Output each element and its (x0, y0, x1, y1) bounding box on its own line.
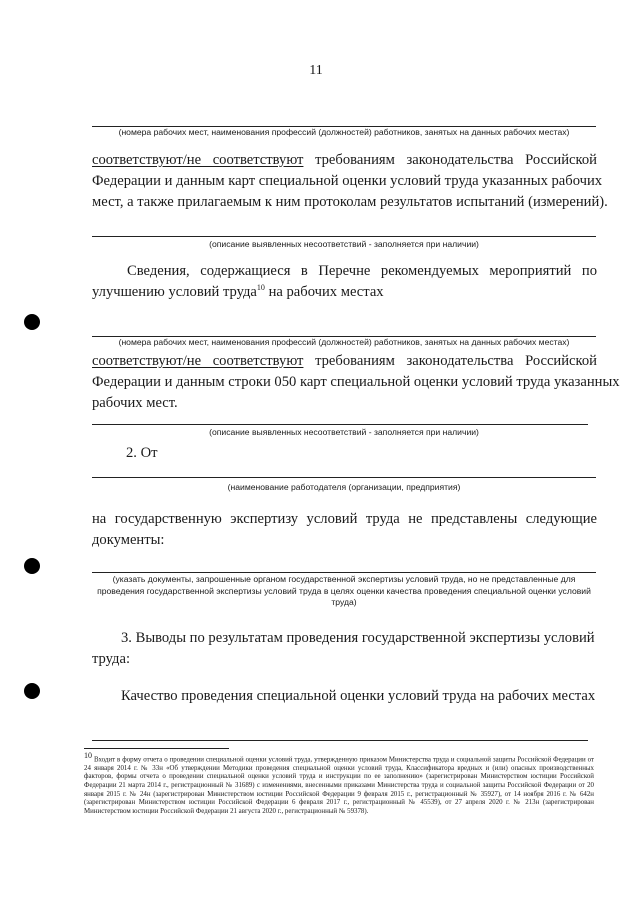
footnote-separator (84, 748, 229, 749)
footnote-ref: 10 (256, 283, 265, 293)
quality-statement: Качество проведения специальной оценки условий труда на рабочих местах (121, 688, 596, 704)
caption-workplaces-2: (номера рабочих мест, наименования профессий (должностей) работников, занятых на данных рабочих местах) (118, 337, 570, 347)
paragraph-missing-documents: на государственную экспертизу условий труда не представлены следующие документы: (92, 511, 597, 548)
fill-line-nonconformity-1 (92, 236, 596, 237)
caption-nonconformity-1: (описание выявленных несоответствий - заполняется при наличии) (209, 239, 479, 249)
fill-line-employer (92, 477, 596, 478)
punch-hole-dot (24, 558, 40, 574)
page-number: 11 (309, 63, 323, 78)
paragraph-measures: Сведения, содержащиеся в Перечне рекомендуемых мероприятий по улучшению условий труда$^{10}$ на рабочих местах (92, 263, 597, 300)
paragraph-conformity-1: соответствуют/не соответствуют требованиям законодательства Российской Федерации и данным карт специальной оценки условий труда указанных рабочих мест, а также прилагаемым к ним протоколам результатов испытаний (измерений). (92, 152, 608, 210)
paragraph-conformity-2: соответствуют/не соответствуют требованиям законодательства Российской Федерации и данным строки 050 карт специальной оценки условий труда указанных рабочих мест. (92, 353, 620, 411)
footnote (84, 751, 594, 816)
caption-workplaces-1: (номера рабочих мест, наименования профессий (должностей) работников, занятых на данных рабочих местах) (118, 127, 570, 137)
caption-nonconformity-2: (описание выявленных несоответствий - заполняется при наличии) (209, 427, 479, 437)
section-2-label: 2. От (126, 445, 158, 461)
footnote-text: Входит в форму отчета о проведении специальной оценки условий труда, утвержденную приказом Министерства труда и социальной защиты Российской Федерации от 24 января 2014 г. № 33н «Об утверждении Методики проведения специальной оценки условий труда, Классификатора вредных и (или) опасных производственных факторов, формы отчета о проведении специальной оценки условий труда и инструкции по ее заполнению» (зарегистрирован Министерством юстиции Российской Федерации 21 марта 2014 г., регистрационный № 31689) с изменениями, внесенными приказами Министерства труда и социальной защиты Российской Федерации от 20 января 2015 г. № 24н (зарегистрирован Министерством юстиции Российской Федерации 9 февраля 2015 г., регистрационный № 35927), от 14 ноября 2016 г. № 642н (зарегистрирован Министерством юстиции Российской Федерации 6 февраля 2017 г., регистрационный № 45539), от 27 апреля 2020 г. № 213н (зарегистрирован Министерством юстиции Российской Федерации 21 августа 2020 г., регистрационный № 59378). (84, 756, 594, 815)
fill-line-nonconformity-2 (92, 424, 588, 425)
section-3-heading: 3. Выводы по результатам проведения государственной экспертизы условий труда: (92, 630, 595, 667)
caption-documents: (указать документы, запрошенные органом государственной экспертизы условий труда, но не представленные для проведения государственной экспертизы условий труда в целях оценки качества проведения специальной оценки условий труда) (97, 574, 591, 607)
conformity-choice-2: соответствуют/не соответствуют (92, 353, 304, 369)
punch-hole-dot (24, 683, 40, 699)
fill-line-documents (92, 572, 596, 573)
conformity-choice-1: соответствуют/не соответствуют (92, 152, 304, 168)
punch-hole-dot (24, 314, 40, 330)
footnote-number: 10 (84, 751, 92, 760)
caption-employer: (наименование работодателя (организации, предприятия) (227, 482, 461, 492)
fill-line-quality (92, 740, 588, 741)
